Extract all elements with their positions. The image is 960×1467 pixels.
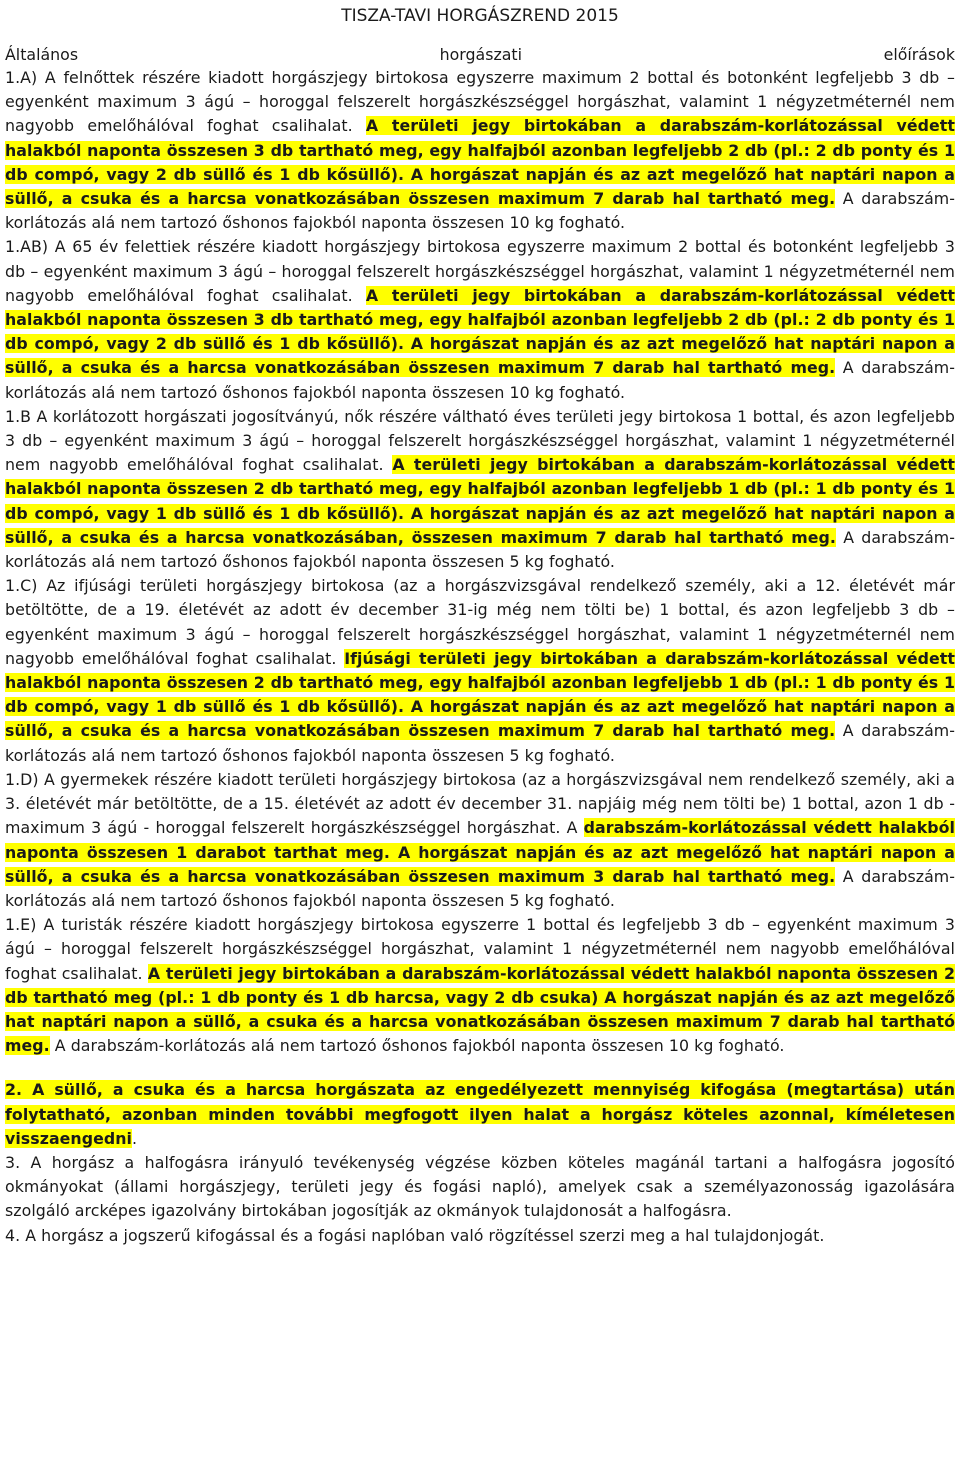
rule-4: 4. A horgász a jogszerű kifogással és a fogási naplóban való rögzítéssel szerzi meg a hal tulajdonjogát.	[5, 1225, 825, 1245]
rule-1c	[5, 574, 955, 768]
rule-highlight: Ifjúsági területi jegy birtokában a darabszám-korlátozással védett halakból naponta összesen 2 db tartható meg, egy halfajból azonban legfeljebb 1 db (pl.: 1 db ponty és 1 db compó, vagy 1 db süllő és 1 db kősüllő). A horgászat napján és az azt megelőző hat naptári napon a süllő, a csuka és a harcsa vonatkozásában összesen maximum 7 darab hal tartható meg.	[5, 648, 955, 741]
rule-1b	[5, 405, 955, 574]
rule-tail: A darabszám-korlátozás alá nem tartozó őshonos fajokból naponta összesen 10 kg fogható.	[5, 358, 955, 402]
rule-tail: A darabszám-korlátozás alá nem tartozó őshonos fajokból naponta összesen 5 kg fogható.	[5, 527, 955, 572]
rule-highlight: A területi jegy birtokában a darabszám-korlátozással védett halakból naponta összesen 2 db tartható meg (pl.: 1 db ponty és 1 db harcsa, vagy 2 db csuka) A horgászat napján és az azt megelőző hat naptári napon a süllő, a csuka és a harcsa vonatkozásában összesen maximum 7 darab hal tartható meg.	[5, 963, 955, 1056]
rule-1a	[5, 66, 955, 235]
rule-highlight: A területi jegy birtokában a darabszám-korlátozással védett halakból naponta összesen 3 db tartható meg, egy halfajból azonban legfeljebb 2 db (pl.: 2 db ponty és 1 db compó, vagy 2 db süllő és 1 db kősüllő). A horgászat napján és az azt megelőző hat naptári napon a süllő, a csuka és a harcsa vonatkozásában összesen maximum 7 darab hal tartható meg.	[5, 285, 955, 378]
spacer	[5, 1058, 955, 1078]
rule-highlight: A területi jegy birtokában a darabszám-korlátozással védett halakból naponta összesen 2 db tartható meg, egy halfajból azonban legfeljebb 1 db (pl.: 1 db ponty és 1 db compó, vagy 1 db süllő és 1 db kősüllő). A horgászat napján és az azt megelőző hat naptári napon a süllő, a csuka és a harcsa vonatkozásában, összesen maximum 7 darab hal tartható meg.	[5, 455, 955, 547]
rule-text: 1.E) A turisták részére kiadott horgászjegy birtokosa egyszerre 1 bottal és legfeljebb 3 db – egyenként maximum 3 ágú – horoggal felszerelt horgászkészséggel horgászhat, valamint 1 négyzetméternél nem nagyobb emelőhálóval foghat csalihalat.	[5, 915, 955, 983]
rule-text: 1.AB) A 65 év felettiek részére kiadott horgászjegy birtokosa egyszerre maximum 2 bottal és botonként legfeljebb 3 db – egyenként maximum 3 ágú – horoggal felszerelt horgászkészséggel horgászhat, valamint 1 négyzetméternél nem nagyobb emelőhálóval foghat csalihalat.	[5, 237, 955, 305]
rule-highlight: A területi jegy birtokában a darabszám-korlátozással védett halakból naponta összesen 3 db tartható meg, egy halfajból azonban legfeljebb 2 db (pl.: 2 db ponty és 1 db compó, vagy 2 db süllő és 1 db kősüllő). A horgászat napján és az azt megelőző hat naptári napon a süllő, a csuka és a harcsa vonatkozásában összesen maximum 7 darab hal tartható meg.	[5, 116, 955, 209]
rule-1e	[5, 913, 955, 1058]
section-heading	[5, 44, 955, 66]
rule-1ab	[5, 235, 955, 404]
rule-text: 1.D) A gyermekek részére kiadott területi horgászjegy birtokosa (az a horgászvizsgával nem rendelkező személy, aki a 3. életévét már betöltötte, de a 15. életévét az adott év december 31. napjáig még nem tölti be) 1 bottal, azon 1 db - maximum 3 ágú - horoggal felszerelt horgászkészséggel horgászhat. A	[5, 769, 955, 838]
rule-highlight: darabszám-korlátozással védett halakból naponta összesen 1 darabot tarthat meg. A horgászat napján és az azt megelőző hat naptári napon a süllő, a csuka és a harcsa vonatkozásában összesen maximum 3 darab hal tartható meg.	[5, 818, 955, 886]
rule-2	[5, 1078, 955, 1151]
rule-text: 1.C) Az ifjúsági területi horgászjegy birtokosa (az a horgászvizsgával rendelkező személy, aki a 12. életévét már betöltötte, de a 19. életévét az adott év december 31-ig még nem tölti be) 1 bottal, és azon legfeljebb 3 db – egyenként maximum 3 ágú – horoggal felszerelt horgászkészséggel horgászhat, valamint 1 négyzetméternél nem nagyobb emelőhálóval foghat csalihalat.	[5, 576, 955, 668]
rule-1d	[5, 768, 955, 913]
heading-word-3: előírások	[883, 45, 955, 64]
heading-word-2: horgászati	[439, 45, 523, 64]
rule-3: 3. A horgász a halfogásra irányuló tevékenység végzése közben köteles magánál tartani a halfogásra jogosító okmányokat (állami horgászjegy, területi jegy és fogási napló), amelyek csak a személyazonosság igazolására szolgáló arcképes igazolvány birtokában jogosítják az okmányok tulajdonosát a halfogásra.	[5, 1152, 955, 1221]
rule-tail: A darabszám-korlátozás alá nem tartozó őshonos fajokból naponta összesen 5 kg fogható.	[5, 721, 955, 765]
rule-2-highlight: 2. A süllő, a csuka és a harcsa horgászata az engedélyezett mennyiség kifogása (megtartása) után folytatható, azonban minden további megfogott ilyen halat a horgász köteles azonnal, kíméletesen visszaengedni	[5, 1080, 955, 1148]
rule-text: 1.A) A felnőttek részére kiadott horgászjegy birtokosa egyszerre maximum 2 bottal és botonként legfeljebb 3 db – egyenként maximum 3 ágú – horoggal felszerelt horgászkészséggel horgászhat, valamint 1 négyzetméternél nem nagyobb emelőhálóval foghat csalihalat.	[5, 68, 955, 136]
heading-word-1: Általános	[5, 45, 79, 64]
document-title: TISZA-TAVI HORGÁSZREND 2015	[341, 6, 619, 26]
rule-tail: A darabszám-korlátozás alá nem tartozó őshonos fajokból naponta összesen 10 kg fogható.	[5, 189, 955, 233]
rule-tail: A darabszám-korlátozás alá nem tartozó őshonos fajokból naponta összesen 10 kg fogható.	[54, 1036, 785, 1056]
rule-text: 1.B A korlátozott horgászati jogosítványú, nők részére váltható éves területi jegy birtokosa 1 bottal, és azon legfeljebb 3 db – egyenként maximum 3 ágú – horoggal felszerelt horgászkészséggel horgászhat, valamint 1 négyzetméternél nem nagyobb emelőhálóval foghat csalihalat.	[5, 406, 955, 475]
rule-tail: A darabszám-korlátozás alá nem tartozó őshonos fajokból naponta összesen 5 kg fogható.	[5, 866, 955, 910]
rule-2-end: .	[131, 1128, 138, 1148]
